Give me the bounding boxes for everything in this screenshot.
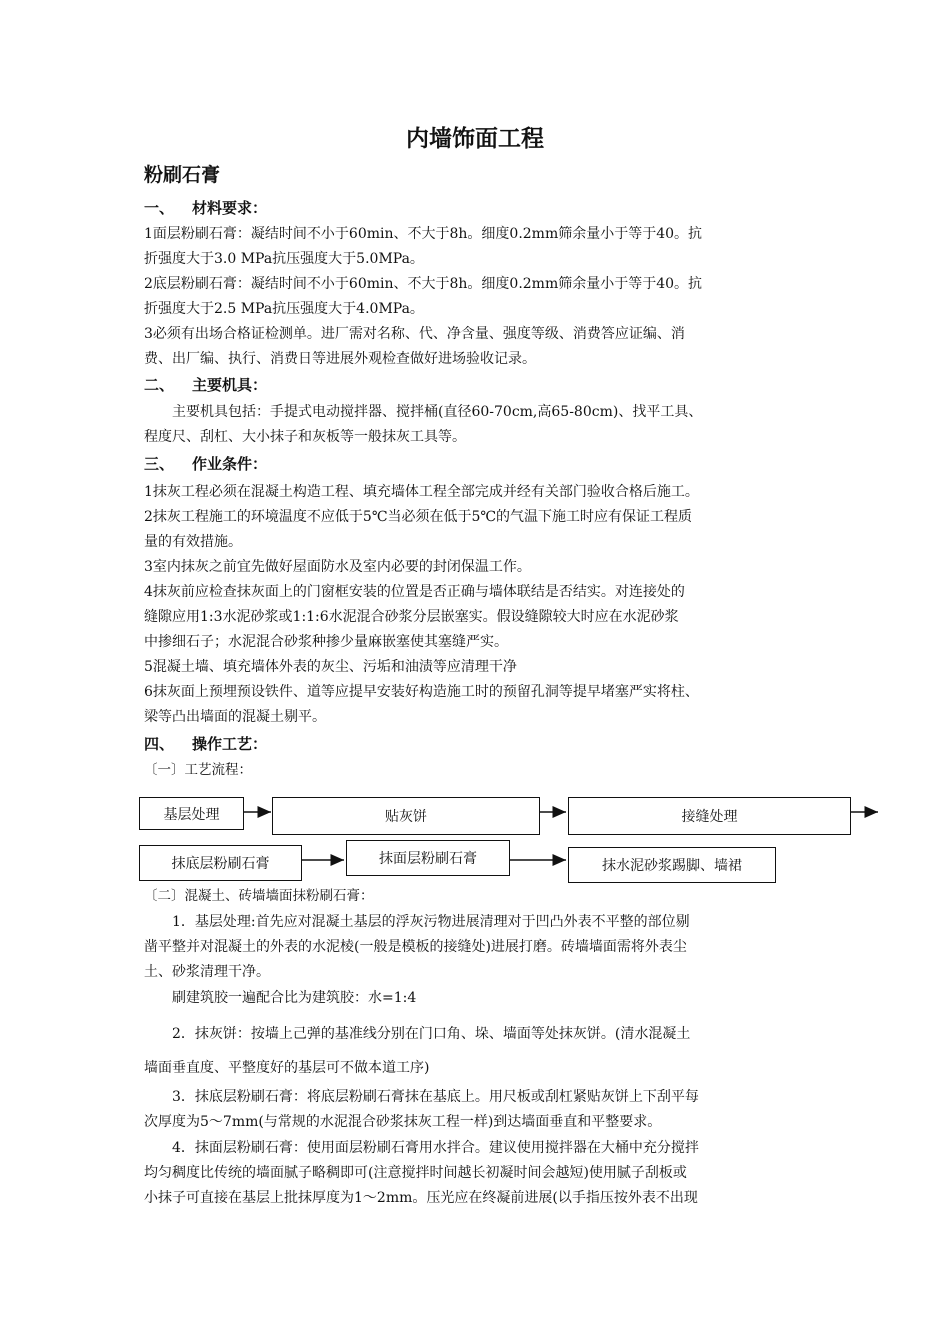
text-line: 小抹子可直接在基层上批抹厚度为1～2mm。压光应在终凝前进展(以手指压按外表不出现: [144, 1190, 698, 1206]
text-line: 3必须有出场合格证检测单。进厂需对名称、代、净含量、强度等级、消费答应证编、消: [144, 326, 685, 342]
text-line: 土、砂浆清理干净。: [144, 964, 270, 980]
text-line: 次厚度为5～7mm(与常规的水泥混合砂浆抹灰工程一样)到达墙面垂直和平整要求。: [144, 1114, 662, 1130]
text-line: 6抹灰面上预埋预设铁件、道等应提早安装好构造施工时的预留孔洞等提早堵塞严实将柱、: [144, 684, 699, 700]
text-line: 1面层粉刷石膏：凝结时间不小于60min、不大于8h。细度0.2mm筛余量小于等于40。抗: [144, 226, 703, 242]
text-line: 量的有效措施。: [144, 534, 242, 550]
flow-step-base-coat: 抹底层粉刷石膏: [139, 845, 302, 881]
paragraph-step-2: [144, 1022, 814, 1047]
paragraph-step-4: [144, 1136, 814, 1211]
flow-step-joint-treatment: 接缝处理: [568, 797, 851, 835]
flow-step-plaster-cake: 贴灰饼: [272, 797, 540, 835]
heading-label: 操作工艺：: [192, 735, 268, 753]
heading-number: 三、: [144, 455, 175, 473]
text-line: 程度尺、刮杠、大小抹子和灰板等一般抹灰工具等。: [144, 429, 466, 445]
subsection-label: 〔二〕混凝土、砖墙墙面抹粉刷石膏：: [144, 888, 374, 904]
text-line: 墙面垂直度、平整度好的基层可不做本道工序): [144, 1060, 430, 1076]
flow-step-skirting: 抹水泥砂浆踢脚、墙裙: [568, 847, 776, 883]
text-line: 2抹灰工程施工的环境温度不应低于5℃当必须在低于5℃的气温下施工时应有保证工程质: [144, 509, 693, 525]
text-line: 2底层粉刷石膏：凝结时间不小于60min、不大于8h。细度0.2mm筛余量小于等于40。抗: [144, 276, 703, 292]
heading-label: 作业条件：: [192, 455, 268, 473]
paragraph-step-1: [144, 910, 814, 985]
text-line: 1抹灰工程必须在混凝土构造工程、填充墙体工程全部完成并经有关部门验收合格后施工。: [144, 484, 699, 500]
text-line: 3室内抹灰之前宜先做好屋面防水及室内必要的封闭保温工作。: [144, 559, 531, 575]
text-line: 梁等凸出墙面的混凝土剔平。: [144, 709, 326, 725]
text-line: 折强度大于2.5 MPa抗压强度大于4.0MPa。: [144, 301, 424, 317]
text-line: 费、出厂编、执行、消费日等进展外观检查做好进场验收记录。: [144, 351, 536, 367]
flow-label: 〔一〕工艺流程：: [144, 762, 252, 778]
text-line: 凿平整并对混凝土的外表的水泥棱(一般是模板的接缝处)进展打磨。砖墙墙面需将外表尘: [144, 939, 687, 955]
text-line: 5混凝土墙、填充墙体外表的灰尘、污垢和油渍等应清理干净: [144, 659, 517, 675]
text-line: 2．抹灰饼：按墙上己弹的基准线分别在门口角、垛、墙面等处抹灰饼。(清水混凝土: [172, 1026, 691, 1042]
heading-label: 主要机具：: [192, 376, 268, 394]
text-line: 均匀稠度比传统的墙面腻子略稠即可(注意搅拌时间越长初凝时间会越短)使用腻子刮板或: [144, 1165, 687, 1181]
heading-number: 四、: [144, 735, 175, 753]
text-line: 缝隙应用1:3水泥砂浆或1:1:6水泥混合砂浆分层嵌塞实。假设缝隙较大时应在水泥砂浆: [144, 609, 679, 625]
text-line: 3．抹底层粉刷石膏：将底层粉刷石膏抹在基底上。用尺板或刮杠紧贴灰饼上下刮平每: [172, 1089, 699, 1105]
text-line: 刷建筑胶一遍配合比为建筑胶：水=1:4: [172, 990, 417, 1006]
section-subtitle: 粉刷石膏: [144, 164, 221, 186]
flow-step-base-treatment: 基层处理: [139, 797, 244, 830]
text-line: 中掺细石子；水泥混合砂浆种掺少量麻嵌塞使其塞缝严实。: [144, 634, 508, 650]
paragraph-step-1-glue: [144, 986, 814, 1011]
text-line: 4抹灰前应检查抹灰面上的门窗框安装的位置是否正确与墙体联结是否结实。对连接处的: [144, 584, 685, 600]
text-line: 4．抹面层粉刷石膏：使用面层粉刷石膏用水拌合。建议使用搅拌器在大桶中充分搅拌: [172, 1140, 699, 1156]
heading-label: 材料要求：: [192, 199, 268, 217]
text-line: 1．基层处理:首先应对混凝土基层的浮灰污物进展清理对于凹凸外表不平整的部位剔: [172, 914, 690, 930]
heading-number: 二、: [144, 376, 175, 394]
paragraph-step-2b: [144, 1056, 814, 1081]
flow-step-face-coat: 抹面层粉刷石膏: [346, 840, 510, 876]
paragraph-step-3: [144, 1085, 814, 1135]
heading-number: 一、: [144, 199, 175, 217]
document-title: 内墙饰面工程: [406, 126, 544, 152]
text-line: 主要机具包括：手提式电动搅拌器、搅拌桶(直径60-70cm,高65-80cm)、找平工具、: [172, 404, 703, 420]
text-line: 折强度大于3.0 MPa抗压强度大于5.0MPa。: [144, 251, 424, 267]
